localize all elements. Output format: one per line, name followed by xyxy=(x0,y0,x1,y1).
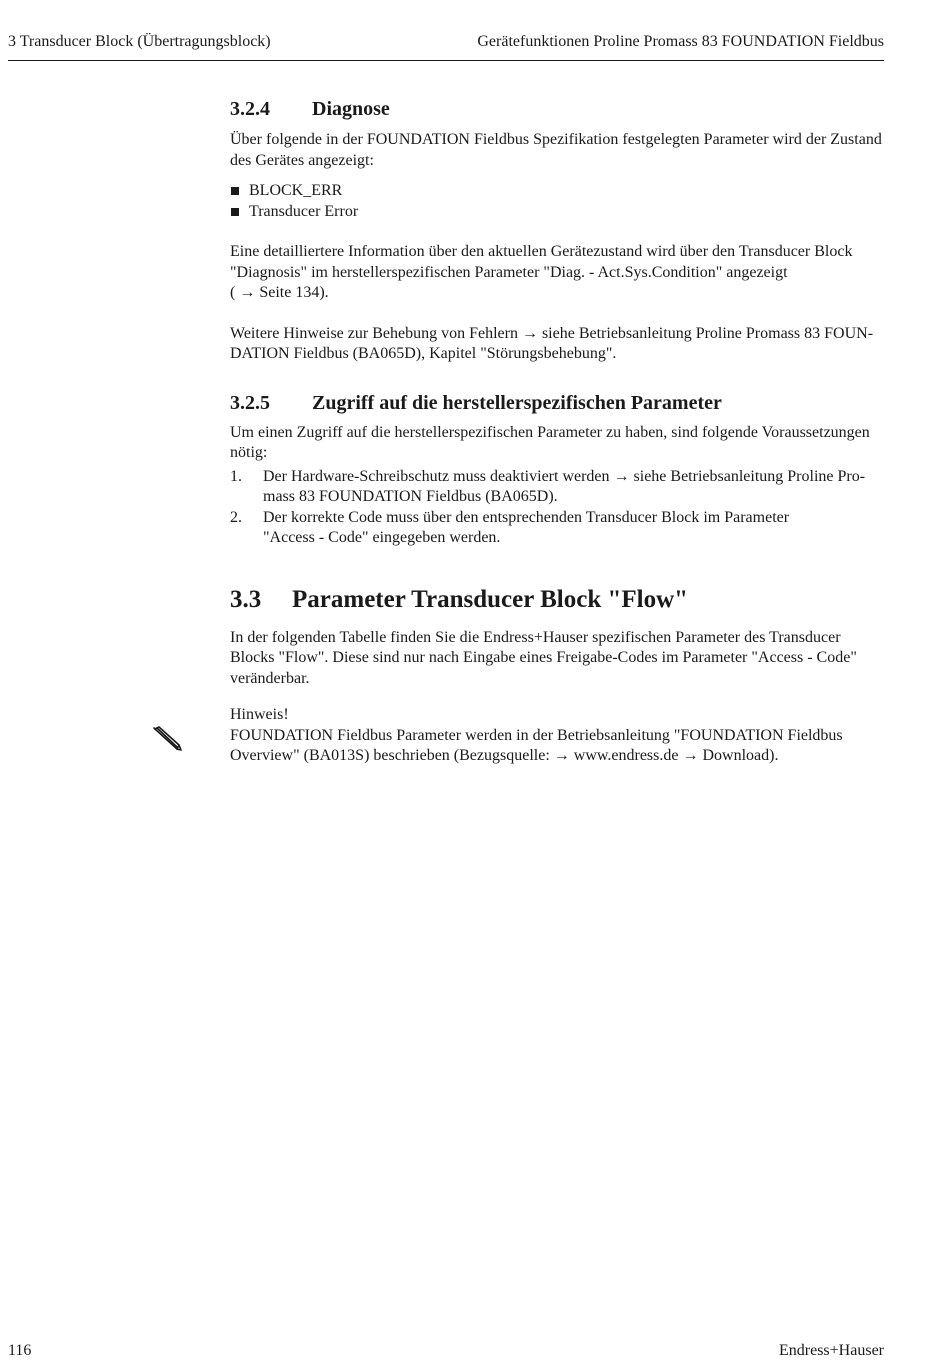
header-doc-title: Gerätefunktionen Proline Promass 83 FOUNDATION Fieldbus xyxy=(477,33,884,50)
heading-number: 3.2.5 xyxy=(230,391,270,414)
flow-intro-paragraph: In der folgenden Tabelle finden Sie die Endress+Hauser spezifischen Parameter des Transducer Blocks "Flow". Diese sind nur nach Eingabe eines Freigabe-Codes im Parameter "Access - Code" veränderbar. xyxy=(230,628,857,687)
diagnose-intro: Über folgende in der FOUNDATION Fieldbus Spezifikation festgelegten Parameter wird der Zustand des Gerätes angezeigt: xyxy=(230,131,882,169)
page-header xyxy=(8,32,884,54)
heading-title: Zugriff auf die herstellerspezifischen Parameter xyxy=(312,391,722,414)
heading-title: Parameter Transducer Block "Flow" xyxy=(292,585,688,613)
pencil-note-icon xyxy=(152,724,184,752)
list-item: Transducer Error xyxy=(230,202,886,223)
bullet-square-icon xyxy=(231,208,239,216)
list-item: 1. Der Hardware-Schreibschutz muss deaktiviert werden → siehe Betriebsanleitung Proline Pro- mass 83 FOUNDATION Fieldbus (BA065D). xyxy=(230,467,866,505)
heading-number: 3.2.4 xyxy=(230,98,270,120)
heading-3-3 xyxy=(230,584,886,616)
heading-3-2-4 xyxy=(230,96,886,122)
page-content xyxy=(230,96,886,767)
bullet-square-icon xyxy=(231,187,239,195)
page-number: 116 xyxy=(8,1342,32,1359)
header-rule xyxy=(8,60,884,61)
header-chapter: 3 Transducer Block (Übertragungsblock) xyxy=(8,33,271,50)
diagnose-detail-paragraph: Eine detailliertere Information über den aktuellen Gerätezustand wird über den Transducer Block "Diagnosis" im herstellerspezifischen Parameter "Diag. - Act.Sys.Condition" angezeigt ( → Seite 134). xyxy=(230,243,853,301)
note-block: Hinweis! FOUNDATION Fieldbus Parameter werden in der Betriebsanleitung "FOUNDATION Fieldbus Overview" (BA013S) beschrieben (Bezugsquelle: → www.endress.de → Download). xyxy=(230,706,843,764)
access-steps-list xyxy=(230,467,886,549)
note-label: Hinweis! xyxy=(230,706,289,723)
heading-3-2-5 xyxy=(230,390,886,416)
diagnose-hint-paragraph: Weitere Hinweise zur Behebung von Fehlern → siehe Betriebsanleitung Proline Promass 83 FOUN- DATION Fieldbus (BA065D), Kapitel "Störungsbehebung". xyxy=(230,324,874,362)
heading-number: 3.3 xyxy=(230,585,262,613)
diagnose-bullet-list xyxy=(230,181,886,222)
access-intro: Um einen Zugriff auf die herstellerspezifischen Parameter zu haben, sind folgende Voraussetzungen nötig: xyxy=(230,423,870,461)
heading-title: Diagnose xyxy=(312,98,390,120)
brand-name: Endress+Hauser xyxy=(779,1342,884,1359)
list-item: BLOCK_ERR xyxy=(230,181,886,202)
list-item: 2. Der korrekte Code muss über den entsprechenden Transducer Block im Parameter "Access - Code" eingegeben werden. xyxy=(230,508,790,546)
